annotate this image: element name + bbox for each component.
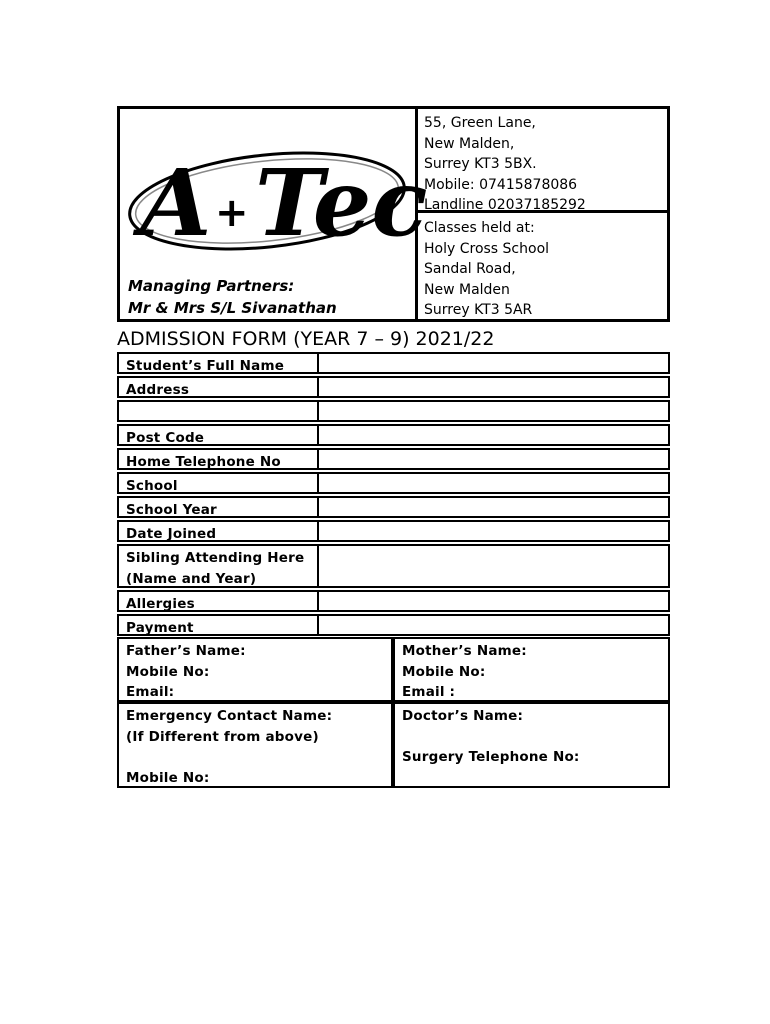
logo-plus: + bbox=[215, 190, 249, 236]
field-row-school-year bbox=[117, 496, 670, 518]
logo-letter-a: A bbox=[140, 149, 212, 257]
mother-email-label: Email : bbox=[402, 684, 456, 700]
classes-line: Surrey KT3 5AR bbox=[424, 302, 533, 318]
spacer bbox=[126, 747, 391, 768]
field-label bbox=[119, 402, 319, 420]
post-code-input[interactable] bbox=[319, 426, 668, 444]
emergency-note-label: (If Different from above) bbox=[126, 728, 319, 745]
field-label: School Year bbox=[119, 498, 319, 516]
father-email-label: Email: bbox=[126, 684, 175, 700]
field-label: Home Telephone No bbox=[119, 450, 319, 468]
emergency-name-label: Emergency Contact Name: bbox=[126, 708, 333, 724]
field-row-home-telephone bbox=[117, 448, 670, 470]
field-label bbox=[119, 546, 319, 586]
spacer bbox=[402, 727, 668, 748]
field-row-address bbox=[117, 376, 670, 398]
student-details-table bbox=[117, 352, 670, 638]
address-line: Mobile: 07415878086 bbox=[424, 176, 578, 193]
classes-line: New Malden bbox=[424, 281, 510, 298]
field-row-post-code bbox=[117, 424, 670, 446]
surgery-telephone-label: Surgery Telephone No: bbox=[402, 749, 580, 765]
doctor-details-box[interactable] bbox=[393, 702, 670, 788]
field-row-date-joined bbox=[117, 520, 670, 542]
emergency-contact-box[interactable] bbox=[117, 702, 393, 788]
logo-cell bbox=[120, 109, 428, 319]
father-name-label: Father’s Name: bbox=[126, 643, 246, 659]
father-details-box[interactable] bbox=[117, 637, 393, 702]
address-input[interactable] bbox=[319, 378, 668, 396]
field-label: Student’s Full Name bbox=[119, 354, 319, 372]
field-label: Allergies bbox=[119, 592, 319, 610]
school-input[interactable] bbox=[319, 474, 668, 492]
sibling-input[interactable] bbox=[319, 546, 668, 586]
field-row-student-name bbox=[117, 352, 670, 374]
contacts-section bbox=[117, 702, 670, 788]
address-line-2-input[interactable] bbox=[319, 402, 668, 420]
emergency-mobile-label: Mobile No: bbox=[126, 769, 210, 786]
partners-line: Managing Partners: bbox=[128, 277, 295, 295]
classes-line: Classes held at: bbox=[424, 220, 535, 236]
date-joined-input[interactable] bbox=[319, 522, 668, 540]
doctor-name-label: Doctor’s Name: bbox=[402, 708, 524, 724]
field-row-address-2 bbox=[117, 400, 670, 422]
mother-details-box[interactable] bbox=[393, 637, 670, 702]
field-label: Payment bbox=[119, 616, 319, 634]
field-row-school bbox=[117, 472, 670, 494]
address-line: Landline 02037185292 bbox=[424, 197, 586, 213]
allergies-input[interactable] bbox=[319, 592, 668, 610]
address-line: Surrey KT3 5BX. bbox=[424, 156, 537, 172]
field-label-line: (Name and Year) bbox=[126, 570, 257, 587]
parents-section bbox=[117, 637, 670, 702]
mother-mobile-label: Mobile No: bbox=[402, 663, 486, 680]
field-label: Post Code bbox=[119, 426, 319, 444]
father-mobile-label: Mobile No: bbox=[126, 663, 210, 680]
field-label: School bbox=[119, 474, 319, 492]
classes-location bbox=[418, 215, 667, 319]
form-title: ADMISSION FORM (YEAR 7 – 9) 2021/22 bbox=[117, 328, 495, 350]
school-year-input[interactable] bbox=[319, 498, 668, 516]
home-telephone-input[interactable] bbox=[319, 450, 668, 468]
logo-word-tec: Tec bbox=[255, 149, 428, 257]
field-row-allergies bbox=[117, 590, 670, 612]
classes-line: Holy Cross School bbox=[424, 240, 550, 257]
school-address bbox=[418, 109, 667, 213]
partners-line: Mr & Mrs S/L Sivanathan bbox=[128, 299, 337, 317]
managing-partners bbox=[128, 275, 337, 319]
field-row-payment bbox=[117, 614, 670, 636]
field-row-sibling bbox=[117, 544, 670, 588]
mother-name-label: Mother’s Name: bbox=[402, 643, 527, 659]
address-line: 55, Green Lane, bbox=[424, 115, 536, 131]
field-label-line: Sibling Attending Here bbox=[126, 550, 305, 566]
payment-input[interactable] bbox=[319, 616, 668, 634]
field-label: Date Joined bbox=[119, 522, 319, 540]
student-name-input[interactable] bbox=[319, 354, 668, 372]
classes-line: Sandal Road, bbox=[424, 261, 516, 277]
form-header bbox=[117, 106, 670, 322]
field-label: Address bbox=[119, 378, 319, 396]
address-line: New Malden, bbox=[424, 135, 515, 152]
